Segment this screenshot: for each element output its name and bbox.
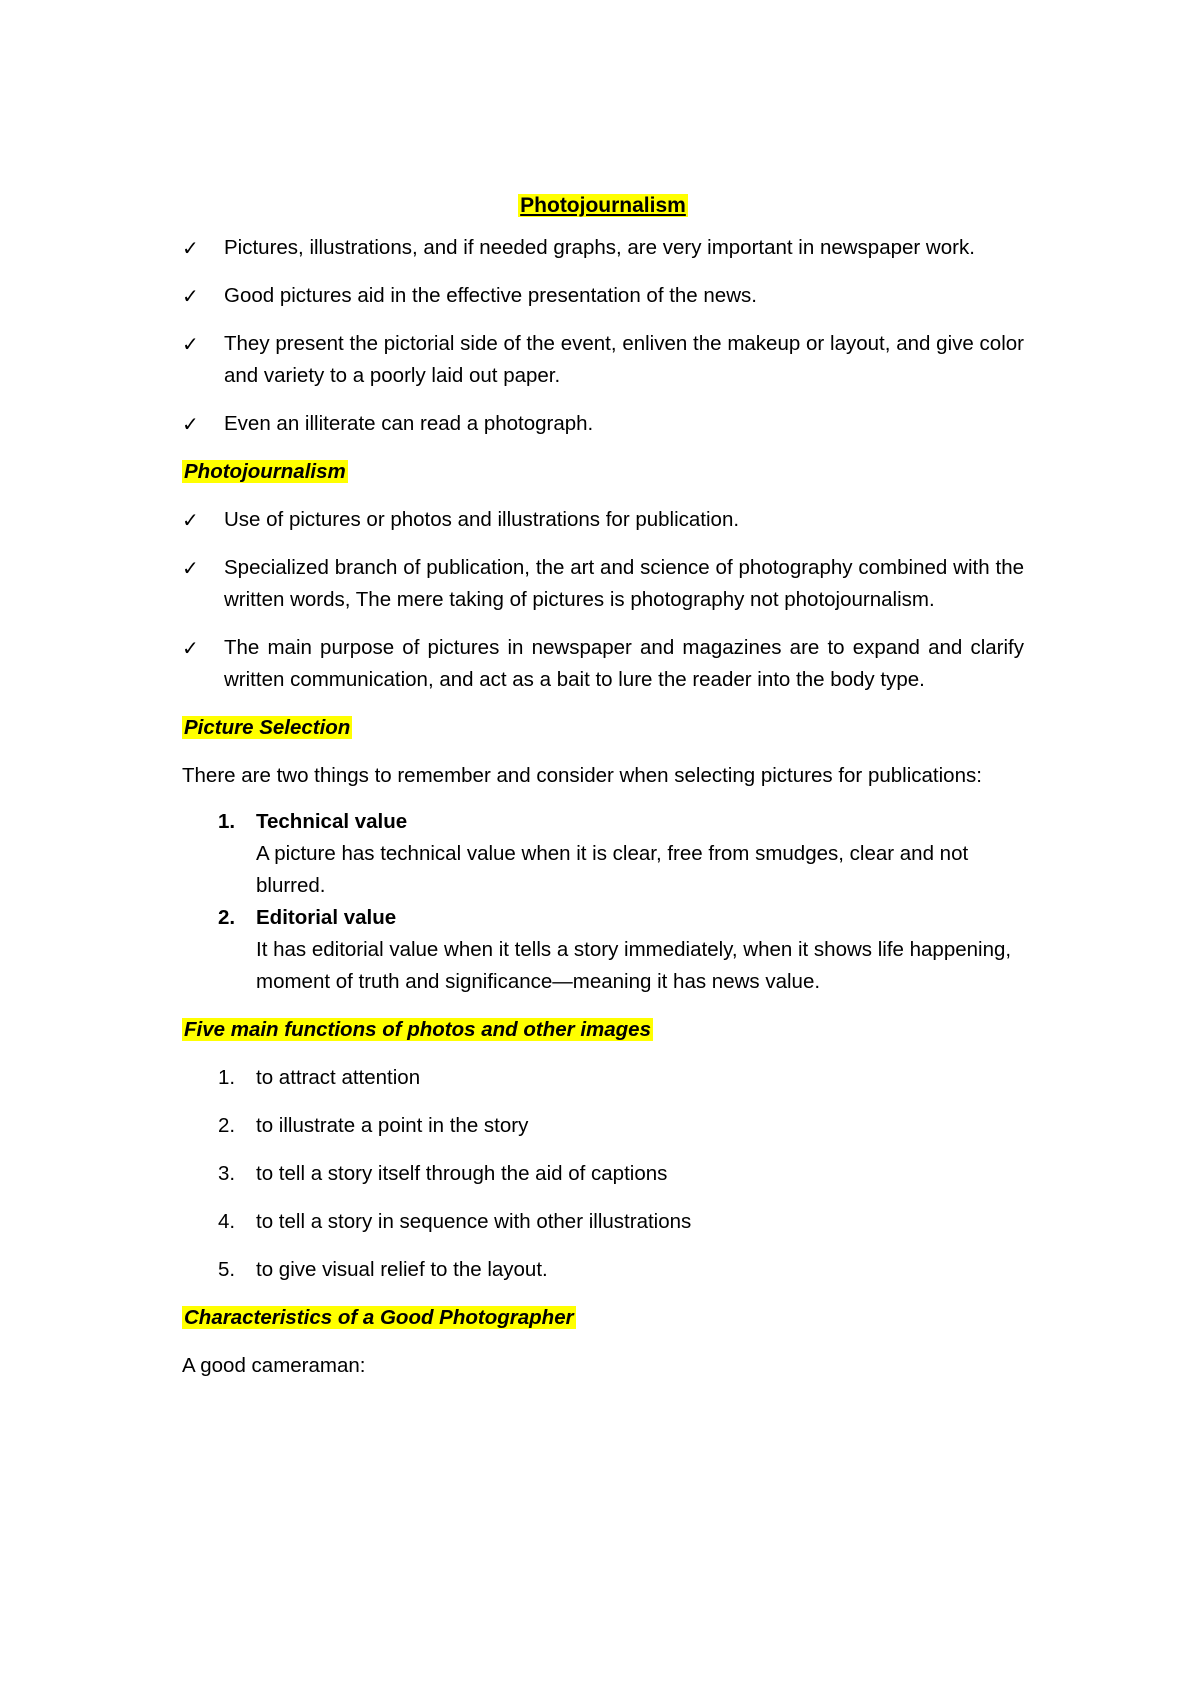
characteristics-intro: A good cameraman:: [182, 1354, 366, 1377]
list-item-text: to illustrate a point in the story: [256, 1114, 529, 1137]
list-item-text: The main purpose of pictures in newspaper and magazines are to expand and clarify written communication, and act as a bait to lure the reader into the body type.: [224, 636, 1024, 691]
list-item: [182, 902, 1024, 998]
list-item: [182, 328, 1024, 392]
list-item-text: Specialized branch of publication, the art and science of photography combined with the written words, The mere taking of pictures is photography not photojournalism.: [224, 556, 1024, 611]
picture-selection-list: [182, 806, 1024, 998]
list-item-text: to give visual relief to the layout.: [256, 1258, 548, 1281]
list-item-text: Good pictures aid in the effective presentation of the news.: [224, 284, 757, 307]
characteristics-heading: Characteristics of a Good Photographer: [184, 1306, 574, 1329]
list-item-text: Pictures, illustrations, and if needed graphs, are very important in newspaper work.: [224, 236, 975, 259]
list-item-number: 2.: [218, 1114, 236, 1137]
checkmark-icon: ✓: [182, 636, 199, 660]
list-item-title: Technical value: [256, 810, 408, 833]
list-item: [182, 806, 1024, 902]
list-item-text: to tell a story in sequence with other illustrations: [256, 1210, 692, 1233]
photojournalism-heading: Photojournalism: [184, 460, 346, 483]
functions-heading: Five main functions of photos and other images: [184, 1018, 651, 1041]
list-item: [182, 1110, 1024, 1142]
list-item-text: to tell a story itself through the aid of captions: [256, 1162, 668, 1185]
photojournalism-checklist: [182, 504, 1024, 696]
functions-heading-row: [182, 1014, 1024, 1046]
document-body: [182, 190, 1024, 1396]
page-title: Photojournalism: [520, 194, 686, 217]
list-item-number: 3.: [218, 1162, 236, 1185]
list-item-title: Editorial value: [256, 906, 397, 929]
list-item-number: 1.: [218, 810, 236, 833]
list-item: [182, 408, 1024, 440]
photojournalism-heading-row: [182, 456, 1024, 488]
intro-checklist: [182, 232, 1024, 440]
list-item: [182, 632, 1024, 696]
list-item: [182, 280, 1024, 312]
list-item: [182, 552, 1024, 616]
list-item-desc: It has editorial value when it tells a story immediately, when it shows life happening, moment of truth and significance—meaning it has news value.: [256, 938, 1012, 993]
list-item: [182, 504, 1024, 536]
list-item-number: 5.: [218, 1258, 236, 1281]
checkmark-icon: ✓: [182, 508, 199, 532]
picture-selection-intro: There are two things to remember and consider when selecting pictures for publications:: [182, 764, 982, 787]
characteristics-heading-row: [182, 1302, 1024, 1334]
list-item: [182, 232, 1024, 264]
list-item: [182, 1206, 1024, 1238]
list-item-number: 4.: [218, 1210, 236, 1233]
checkmark-icon: ✓: [182, 412, 199, 436]
list-item: [182, 1062, 1024, 1094]
list-item-number: 2.: [218, 906, 236, 929]
checkmark-icon: ✓: [182, 332, 199, 356]
checkmark-icon: ✓: [182, 236, 199, 260]
functions-list: [182, 1062, 1024, 1286]
checkmark-icon: ✓: [182, 556, 199, 580]
list-item: [182, 1158, 1024, 1190]
list-item-desc: A picture has technical value when it is clear, free from smudges, clear and not blurred.: [256, 842, 969, 897]
picture-selection-heading-row: [182, 712, 1024, 744]
title-row: [182, 190, 1024, 222]
list-item-text: to attract attention: [256, 1066, 421, 1089]
list-item-text: Use of pictures or photos and illustrations for publication.: [224, 508, 740, 531]
list-item: [182, 1254, 1024, 1286]
list-item-text: Even an illiterate can read a photograph.: [224, 412, 594, 435]
list-item-text: They present the pictorial side of the event, enliven the makeup or layout, and give color and variety to a poorly laid out paper.: [224, 332, 1024, 387]
list-item-number: 1.: [218, 1066, 236, 1089]
checkmark-icon: ✓: [182, 284, 199, 308]
picture-selection-heading: Picture Selection: [184, 716, 351, 739]
